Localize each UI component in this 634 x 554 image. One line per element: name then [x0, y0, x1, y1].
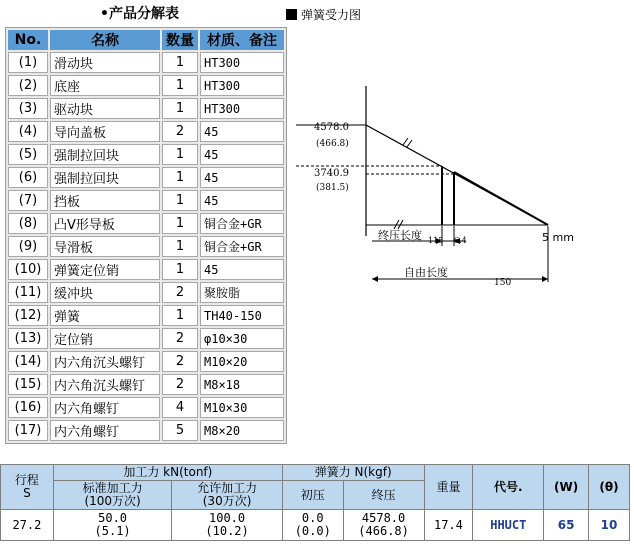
part-material: M8×18: [200, 374, 284, 395]
part-material: φ10×30: [200, 328, 284, 349]
parts-table-row: [8, 52, 284, 73]
part-material: 铜合金+GR: [200, 213, 284, 234]
header-qty: 数量: [162, 30, 198, 50]
free-length-label: 自由长度: [404, 266, 448, 279]
part-quantity: 1: [162, 75, 198, 96]
initial-value: [282, 510, 343, 541]
part-name: 内六角螺钉: [50, 397, 160, 418]
std-force-header-label: 标准加工力: [82, 481, 143, 495]
parts-table-row: [8, 190, 284, 211]
part-number: (17): [8, 420, 48, 441]
initial-header: 初压: [282, 481, 343, 510]
part-name: 定位销: [50, 328, 160, 349]
dim-6-4-label: 6.4: [454, 236, 467, 245]
part-material: 45: [200, 167, 284, 188]
std-force-value: [53, 510, 171, 541]
spec-data-row: [1, 510, 630, 541]
allow-force-value: [172, 510, 283, 541]
part-name: 底座: [50, 75, 160, 96]
spec-header-row-1: [1, 465, 630, 481]
allow-force-tonf: (10.2): [205, 524, 249, 538]
part-name: 导滑板: [50, 236, 160, 257]
part-name: 弹簧定位销: [50, 259, 160, 280]
stroke-header-unit: S: [23, 486, 31, 500]
std-force-header: [53, 481, 171, 510]
force-mid-label: 3740.9: [314, 168, 349, 179]
header-no: No.: [8, 30, 48, 50]
std-force-tonf: (5.1): [94, 524, 131, 538]
force-group-header: 加工力 kN(tonf): [53, 465, 282, 481]
initial-kgf: (0.0): [294, 524, 331, 538]
part-quantity: 1: [162, 236, 198, 257]
part-name: 导向盖板: [50, 121, 160, 142]
part-name: 驱动块: [50, 98, 160, 119]
arrow-3: [372, 276, 378, 282]
part-quantity: 4: [162, 397, 198, 418]
parts-table-row: [8, 420, 284, 441]
part-quantity: 2: [162, 328, 198, 349]
part-quantity: 1: [162, 98, 198, 119]
parts-table-row: [8, 121, 284, 142]
part-quantity: 1: [162, 52, 198, 73]
part-quantity: 1: [162, 144, 198, 165]
parts-table-row: [8, 144, 284, 165]
parts-table-row: [8, 167, 284, 188]
part-material: 聚胺脂: [200, 282, 284, 303]
code-header: 代号.: [473, 465, 544, 510]
parts-table-row: [8, 75, 284, 96]
spec-table: [0, 464, 630, 541]
weight-value: 17.4: [424, 510, 473, 541]
part-quantity: 2: [162, 351, 198, 372]
final-header: 终压: [343, 481, 424, 510]
spring-force-diagram-title: [286, 6, 361, 23]
parts-table-row: [8, 305, 284, 326]
part-number: (14): [8, 351, 48, 372]
force-mid-kgf-label: (381.5): [316, 183, 349, 193]
parts-table-row: [8, 213, 284, 234]
square-bullet-icon: [286, 9, 297, 20]
part-quantity: 2: [162, 121, 198, 142]
part-name: 凸V形导板: [50, 213, 160, 234]
part-number: (5): [8, 144, 48, 165]
part-number: (1): [8, 52, 48, 73]
force-max-label: 4578.0: [314, 122, 349, 133]
part-material: M8×20: [200, 420, 284, 441]
final-kgf: (466.8): [358, 524, 409, 538]
dim-115-label: 115: [428, 236, 444, 245]
part-number: (6): [8, 167, 48, 188]
part-quantity: 2: [162, 282, 198, 303]
part-material: HT300: [200, 75, 284, 96]
part-material: HT300: [200, 52, 284, 73]
final-value: [343, 510, 424, 541]
part-quantity: 1: [162, 259, 198, 280]
parts-table-row: [8, 397, 284, 418]
part-name: 内六角沉头螺钉: [50, 351, 160, 372]
part-number: (2): [8, 75, 48, 96]
initial-n: 0.0: [301, 511, 324, 525]
parts-table-row: [8, 351, 284, 372]
part-name: 内六角螺钉: [50, 420, 160, 441]
parts-table-row: [8, 328, 284, 349]
dim-150-label: 150: [494, 278, 512, 288]
part-quantity: 1: [162, 305, 198, 326]
parts-table: [5, 27, 287, 444]
parts-table-row: [8, 236, 284, 257]
spring-group-header: 弹簧力 N(kgf): [282, 465, 424, 481]
part-name: 内六角沉头螺钉: [50, 374, 160, 395]
part-name: 缓冲块: [50, 282, 160, 303]
part-number: (4): [8, 121, 48, 142]
part-quantity: 1: [162, 213, 198, 234]
part-material: M10×20: [200, 351, 284, 372]
w-header: (W): [544, 465, 589, 510]
stroke-value: 27.2: [1, 510, 54, 541]
allow-force-header-label: 允许加工力: [197, 481, 258, 495]
final-n: 4578.0: [361, 511, 406, 525]
dim-5mm-label: 5 mm: [542, 231, 574, 244]
weight-header: 重量: [424, 465, 473, 510]
spring-force-diagram: [296, 86, 586, 296]
part-number: (13): [8, 328, 48, 349]
allow-force-header: [172, 481, 283, 510]
part-name: 挡板: [50, 190, 160, 211]
parts-table-header: [8, 30, 284, 50]
theta-header: (θ): [589, 465, 630, 510]
break-mark-2: [407, 140, 412, 147]
part-number: (3): [8, 98, 48, 119]
allow-force-kn: 100.0: [209, 511, 246, 525]
force-curve-lower: [454, 172, 548, 225]
header-material: 材质、备注: [200, 30, 284, 50]
part-name: 弹簧: [50, 305, 160, 326]
part-quantity: 5: [162, 420, 198, 441]
arrow-4: [542, 276, 548, 282]
code-value: HHUCT: [473, 510, 544, 541]
part-material: HT300: [200, 98, 284, 119]
part-quantity: 2: [162, 374, 198, 395]
part-quantity: 1: [162, 167, 198, 188]
part-number: (7): [8, 190, 48, 211]
stroke-header-label: 行程: [14, 473, 39, 487]
part-name: 强制拉回块: [50, 144, 160, 165]
spring-force-diagram-label: 弹簧受力图: [301, 8, 362, 22]
break-mark-1: [403, 138, 408, 145]
allow-force-header-note: (30万次): [202, 494, 252, 508]
parts-table-row: [8, 259, 284, 280]
parts-table-row: [8, 374, 284, 395]
part-material: TH40-150: [200, 305, 284, 326]
part-quantity: 1: [162, 190, 198, 211]
stroke-header: [1, 465, 54, 510]
part-material: 45: [200, 121, 284, 142]
part-number: (15): [8, 374, 48, 395]
part-name: 滑动块: [50, 52, 160, 73]
w-value: 65: [544, 510, 589, 541]
part-number: (9): [8, 236, 48, 257]
std-force-kn: 50.0: [98, 511, 128, 525]
part-name: 强制拉回块: [50, 167, 160, 188]
header-name: 名称: [50, 30, 160, 50]
force-max-kgf-label: (466.8): [316, 139, 349, 149]
parts-table-row: [8, 98, 284, 119]
part-material: 45: [200, 190, 284, 211]
parts-breakdown-title: •产品分解表: [100, 6, 179, 22]
part-number: (10): [8, 259, 48, 280]
parts-table-row: [8, 282, 284, 303]
theta-value: 10: [589, 510, 630, 541]
part-material: 45: [200, 144, 284, 165]
part-number: (11): [8, 282, 48, 303]
part-number: (12): [8, 305, 48, 326]
final-compression-label: 终压长度: [378, 229, 422, 242]
part-material: 铜合金+GR: [200, 236, 284, 257]
std-force-header-note: (100万次): [84, 494, 141, 508]
part-number: (16): [8, 397, 48, 418]
part-number: (8): [8, 213, 48, 234]
part-material: M10×30: [200, 397, 284, 418]
part-material: 45: [200, 259, 284, 280]
